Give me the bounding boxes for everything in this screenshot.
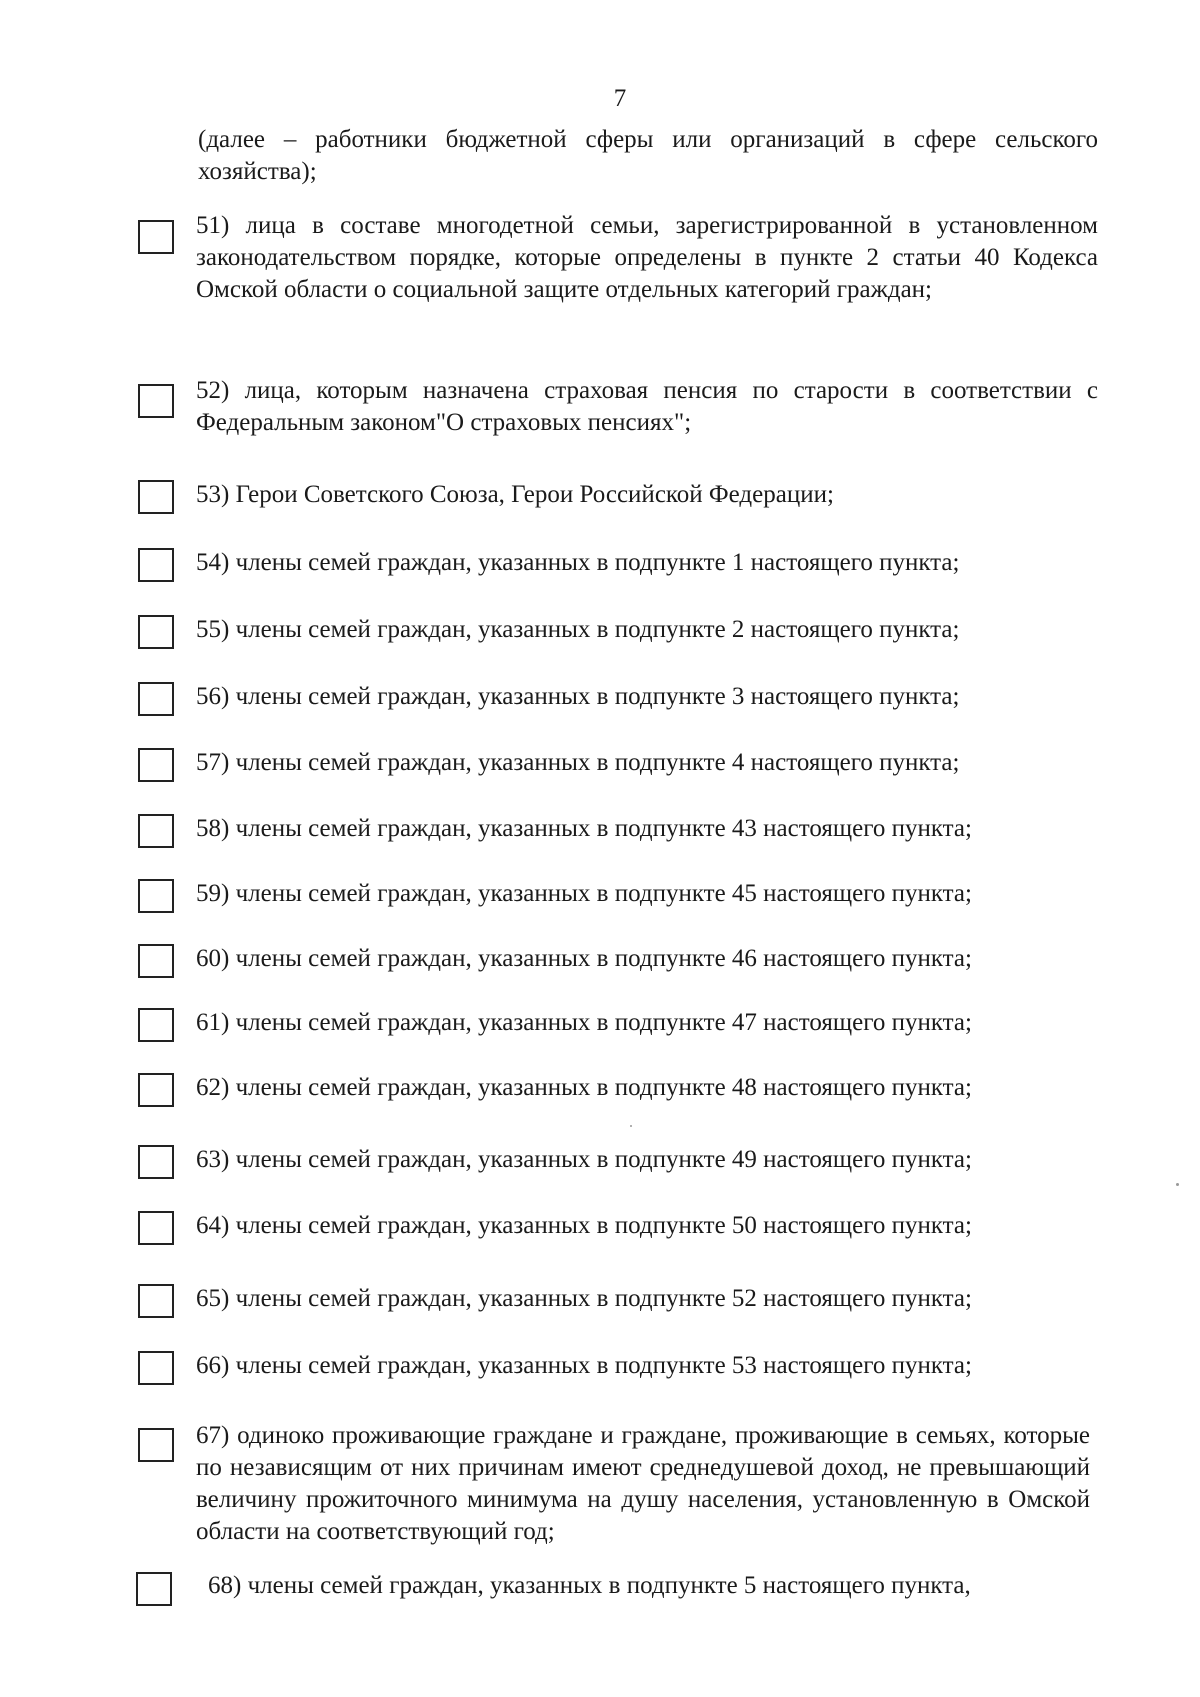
- item-62-text: 62) члены семей граждан, указанных в подпункте 48 настоящего пункта;: [196, 1074, 972, 1101]
- item-59-checkbox[interactable]: [138, 879, 174, 913]
- item-68-checkbox[interactable]: [136, 1572, 172, 1606]
- item-67-checkbox[interactable]: [138, 1428, 174, 1462]
- item-58-checkbox[interactable]: [138, 814, 174, 848]
- intro-paragraph: (далее – работники бюджетной сферы или организаций в сфере сельского хозяйства);: [198, 126, 1098, 185]
- item-60-text: 60) члены семей граждан, указанных в подпункте 46 настоящего пункта;: [196, 945, 972, 972]
- item-53-checkbox[interactable]: [138, 480, 174, 514]
- item-54-text: 54) члены семей граждан, указанных в подпункте 1 настоящего пункта;: [196, 549, 960, 576]
- page-number: 7: [613, 85, 627, 112]
- item-57-checkbox[interactable]: [138, 748, 174, 782]
- item-52-checkbox[interactable]: [138, 384, 174, 418]
- item-64-checkbox[interactable]: [138, 1211, 174, 1245]
- item-61-text: 61) члены семей граждан, указанных в подпункте 47 настоящего пункта;: [196, 1009, 972, 1036]
- item-67-text: 67) одиноко проживающие граждане и граждане, проживающие в семьях, которые по независящим от них причинам имеют среднедушевой доход, не превышающий величину прожиточного минимума на душу населения, установленную в Омской области на соответствующий год;: [196, 1422, 1090, 1545]
- scan-speck: [1176, 1183, 1179, 1186]
- item-66-text: 66) члены семей граждан, указанных в подпункте 53 настоящего пункта;: [196, 1352, 972, 1379]
- item-61-checkbox[interactable]: [138, 1008, 174, 1042]
- item-63-checkbox[interactable]: [138, 1145, 174, 1179]
- item-55-text: 55) члены семей граждан, указанных в подпункте 2 настоящего пункта;: [196, 616, 960, 643]
- item-51-checkbox[interactable]: [138, 220, 174, 254]
- item-55-checkbox[interactable]: [138, 615, 174, 649]
- item-58-text: 58) члены семей граждан, указанных в подпункте 43 настоящего пункта;: [196, 815, 972, 842]
- item-57-text: 57) члены семей граждан, указанных в подпункте 4 настоящего пункта;: [196, 749, 960, 776]
- item-66-checkbox[interactable]: [138, 1351, 174, 1385]
- item-65-text: 65) члены семей граждан, указанных в подпункте 52 настоящего пункта;: [196, 1285, 972, 1312]
- item-54-checkbox[interactable]: [138, 548, 174, 582]
- item-51-text: 51) лица в составе многодетной семьи, зарегистрированной в установленном законодательством порядке, которые определены в пункте 2 статьи 40 Кодекса Омской области о социальной защите отдельных категорий граждан;: [196, 212, 1098, 303]
- item-53-text: 53) Герои Советского Союза, Герои Российской Федерации;: [196, 481, 834, 508]
- item-52-text: 52) лица, которым назначена страховая пенсия по старости в соответствии с Федеральным законом"О страховых пенсиях";: [196, 377, 1098, 436]
- item-68-text: 68) члены семей граждан, указанных в подпункте 5 настоящего пункта,: [208, 1572, 971, 1599]
- item-65-checkbox[interactable]: [138, 1284, 174, 1318]
- item-60-checkbox[interactable]: [138, 944, 174, 978]
- item-64-text: 64) члены семей граждан, указанных в подпункте 50 настоящего пункта;: [196, 1212, 972, 1239]
- scan-speck: [630, 1125, 632, 1127]
- item-62-checkbox[interactable]: [138, 1073, 174, 1107]
- item-59-text: 59) члены семей граждан, указанных в подпункте 45 настоящего пункта;: [196, 880, 972, 907]
- item-56-text: 56) члены семей граждан, указанных в подпункте 3 настоящего пункта;: [196, 683, 960, 710]
- item-56-checkbox[interactable]: [138, 682, 174, 716]
- item-63-text: 63) члены семей граждан, указанных в подпункте 49 настоящего пункта;: [196, 1146, 972, 1173]
